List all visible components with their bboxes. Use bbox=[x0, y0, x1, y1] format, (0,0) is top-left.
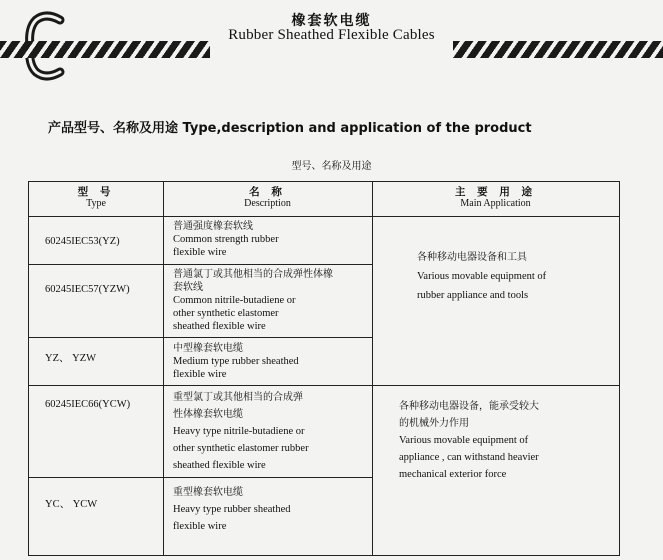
description-cell: 重型橡套软电缆 Heavy type rubber sheathed flexible wire bbox=[173, 487, 291, 532]
header-description: 名 称 Description bbox=[244, 186, 291, 209]
column-divider bbox=[372, 182, 373, 555]
row-divider bbox=[29, 385, 619, 386]
type-cell: 60245IEC57(YZW) bbox=[45, 284, 130, 295]
row-divider bbox=[29, 264, 372, 265]
row-divider bbox=[29, 337, 372, 338]
type-cell: 60245IEC53(YZ) bbox=[45, 236, 120, 247]
row-divider bbox=[29, 216, 619, 217]
column-divider bbox=[163, 182, 164, 555]
section-title: 产品型号、名称及用途 Type,description and application of the product bbox=[48, 121, 532, 136]
title-chinese: 橡套软电缆 bbox=[291, 13, 372, 29]
table-caption: 型号、名称及用途 bbox=[291, 161, 372, 172]
application-cell: 各种移动电器设备，能承受较大 的机械外力作用 Various movable equipment of appliance , can withstand heavier mechanical exterior force bbox=[399, 401, 539, 480]
type-cell: 60245IEC66(YCW) bbox=[45, 399, 131, 410]
title-english: Rubber Sheathed Flexible Cables bbox=[228, 27, 435, 43]
description-cell: 普通强度橡套软线 Common strength rubber flexible wire bbox=[173, 221, 279, 258]
header-type: 型 号 Type bbox=[77, 186, 115, 209]
application-cell: 各种移动电器设备和工具 Various movable equipment of rubber appliance and tools bbox=[417, 252, 547, 301]
description-cell: 普通氯丁或其他相当的合成弹性体橡 套软线 Common nitrile-butadiene or other synthetic elastomer sheathed flexible wire bbox=[173, 269, 333, 332]
type-cell: YZ、 YZW bbox=[45, 353, 97, 364]
row-divider bbox=[29, 477, 372, 478]
description-cell: 重型氯丁或其他相当的合成弹 性体橡套软电缆 Heavy type nitrile-butadiene or other synthetic elastomer rubber sheathed flexible wire bbox=[173, 392, 309, 471]
type-cell: YC、 YCW bbox=[45, 499, 98, 510]
header-application: 主 要 用 途 Main Application bbox=[455, 186, 536, 209]
product-table bbox=[28, 181, 620, 556]
description-cell: 中型橡套软电缆 Medium type rubber sheathed flexible wire bbox=[173, 343, 299, 380]
